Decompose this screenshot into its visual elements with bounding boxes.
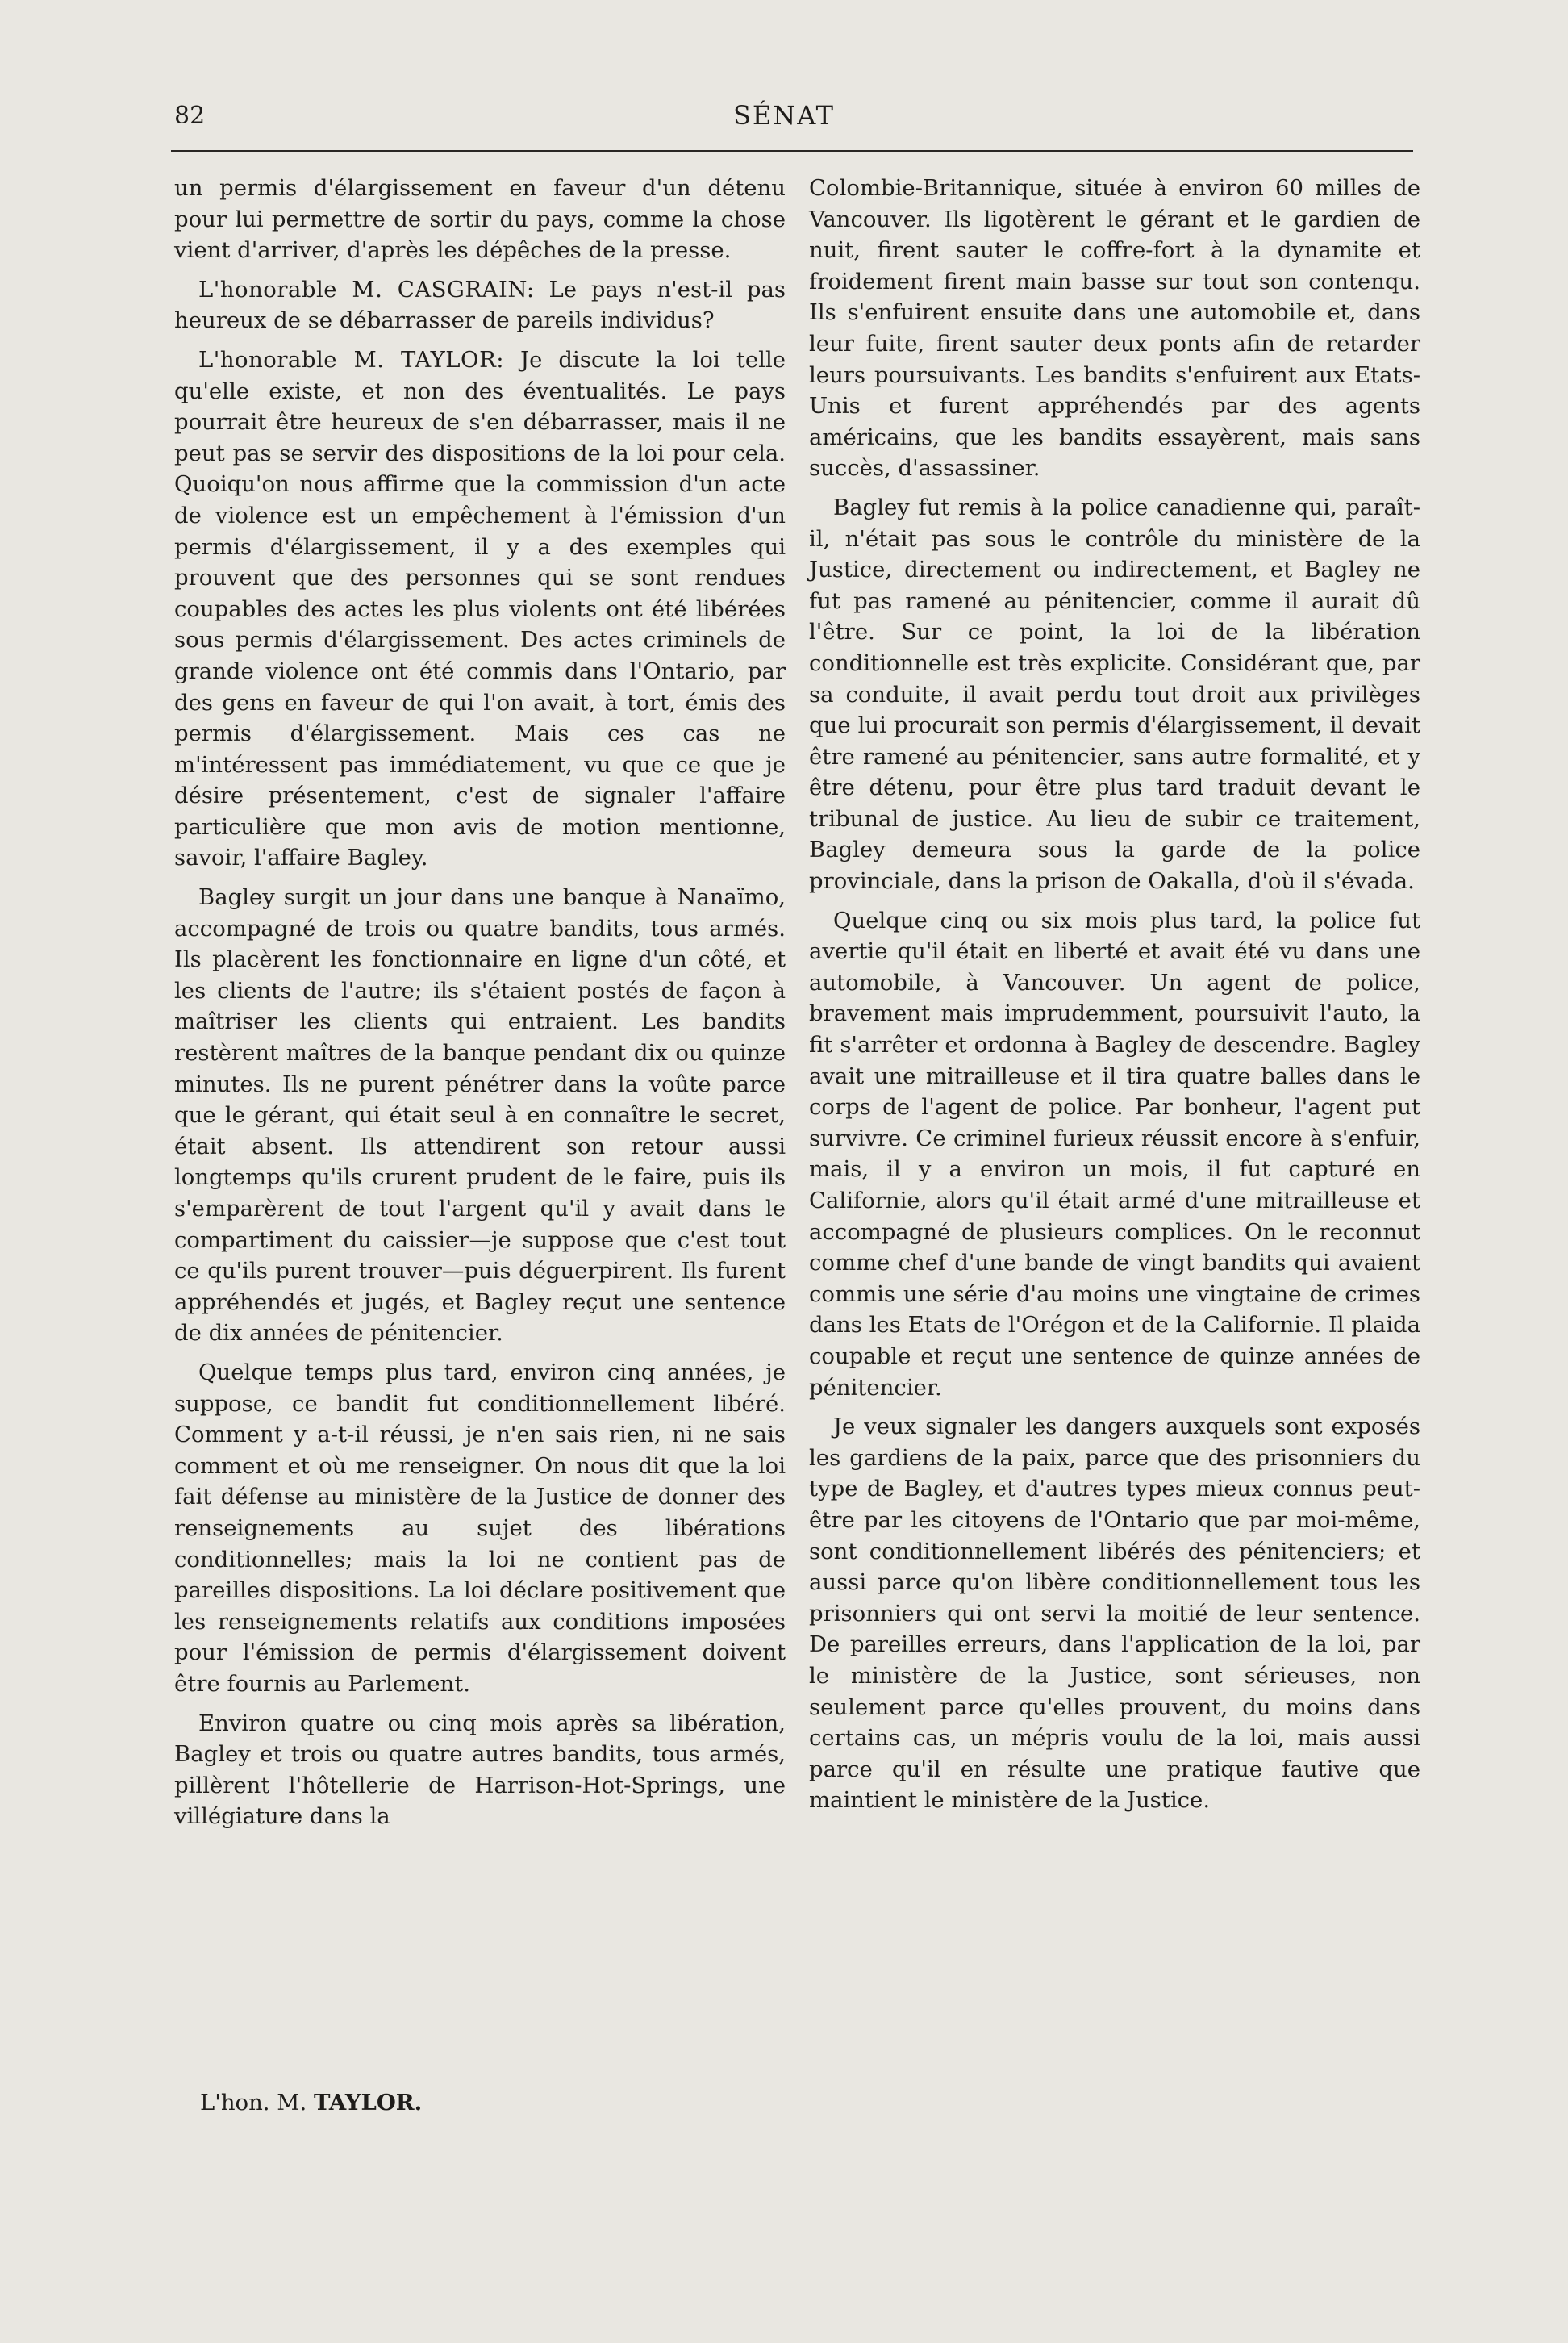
paragraph: [174, 274, 786, 336]
footer-speaker-note: [200, 2090, 422, 2115]
paragraph: Environ quatre ou cinq mois après sa libération, Bagley et trois ou quatre autres bandits, tous armés, pillèrent l'hôtellerie de Harrison-Hot-Springs, une villégiature dans la: [174, 1710, 786, 1830]
paragraph: un permis d'élargissement en faveur d'un détenu pour lui permettre de sortir du pays, comme la chose vient d'arriver, d'après les dépêches de la presse.: [174, 175, 786, 264]
page-number: 82: [174, 102, 206, 130]
footer-name: TAYLOR.: [313, 2090, 423, 2115]
speech-text: Je discute la loi telle qu'elle existe, et non des éventualités. Le pays pourrait être heureux de s'en débarrasser, mais il ne peut pas se servir des dispositions de la loi pour cela. Quoiqu'on nous affirme que la commission d'un acte de violence est un empêchement à l'émission d'un permis d'élargissement, il y a des exemples qui prouvent que des personnes qui se sont rendues coupables des actes les plus violents ont été libérées sous permis d'élargissement. Des actes criminels de grande violence ont été commis dans l'Ontario, par des gens en faveur de qui l'on avait, à tort, émis des permis d'élargissement. Mais ces cas ne m'intéressent pas immédiatement, vu que ce que je désire présentement, c'est de signaler l'affaire particulière que mon avis de motion mentionne, savoir, l'affaire Bagley.: [174, 346, 786, 871]
paragraph: Quelque cinq ou six mois plus tard, la police fut avertie qu'il était en liberté et avait été vu dans une automobile, à Vancouver. Un agent de police, bravement mais imprudemment, poursuivit l'auto, la fit s'arrêter et ordonna à Bagley de descendre. Bagley avait une mitrailleuse et il tira quatre balles dans le corps de l'agent de police. Par bonheur, l'agent put survivre. Ce criminel furieux réussit encore à s'enfuir, mais, il y a environ un mois, il fut capturé en Californie, alors qu'il était armé d'une mitrailleuse et accompagné de plusieurs complices. On le reconnut comme chef d'une bande de vingt bandits qui avaient commis une série d'au moins une vingtaine de crimes dans les Etats de l'Orégon et de la Californie. Il plaida coupable et reçut une sentence de quinze années de pénitencier.: [809, 907, 1420, 1401]
right-column: [809, 173, 1420, 1824]
paragraph: Quelque temps plus tard, environ cinq années, je suppose, ce bandit fut conditionnellement libéré. Comment y a-t-il réussi, je n'en sais rien, ni ne sais comment et où me renseigner. On nous dit que la loi fait défense au ministère de la Justice de donner des renseignements au sujet des libérations conditionnelles; mais la loi ne contient pas de pareilles dispositions. La loi déclare positivement que les renseignements relatifs aux conditions imposées pour l'émission de permis d'élargissement doivent être fournis au Parlement.: [174, 1359, 786, 1697]
paragraph: [174, 345, 786, 874]
paragraph: Colombie-Britannique, située à environ 60 milles de Vancouver. Ils ligotèrent le gérant et le gardien de nuit, firent sauter le coffre-fort à la dynamite et froidement firent main basse sur tout son contenqu. Ils s'enfuirent ensuite dans une automobile et, dans leur fuite, firent sauter deux ponts afin de retarder leurs poursuivants. Les bandits s'enfuirent aux Etats-Unis et furent appréhendés par des agents américains, que les bandits essayèrent, mais sans succès, d'assassiner.: [809, 175, 1420, 482]
speaker-name: L'honorable M. CASGRAIN:: [198, 276, 535, 303]
footer-prefix: L'hon. M.: [200, 2090, 307, 2115]
left-column: [174, 173, 786, 1840]
header-rule: [171, 150, 1413, 152]
speaker-name: L'honorable M. TAYLOR:: [198, 346, 505, 373]
speech-text: Le pays n'est-il pas heureux de se débarrasser de pareils individus?: [174, 276, 786, 334]
paragraph: Bagley fut remis à la police canadienne qui, paraît-il, n'était pas sous le contrôle du ministère de la Justice, directement ou indirectement, et Bagley ne fut pas ramené au pénitencier, comme il aurait dû l'être. Sur ce point, la loi de la libération conditionnelle est très explicite. Considérant que, par sa conduite, il avait perdu tout droit aux privilèges que lui procurait son permis d'élargissement, il devait être ramené au pénitencier, sans autre formalité, et y être détenu, pour être plus tard traduit devant le tribunal de justice. Au lieu de subir ce traitement, Bagley demeura sous la garde de la police provinciale, dans la prison de Oakalla, d'où il s'évada.: [809, 494, 1420, 895]
running-head: SÉNAT: [733, 100, 835, 131]
paragraph: Je veux signaler les dangers auxquels sont exposés les gardiens de la paix, parce que des prisonniers du type de Bagley, et d'autres types mieux connus peut-être par les citoyens de l'Ontario que par moi-même, sont conditionnellement libérés des pénitenciers; et aussi parce qu'on libère conditionnellement tous les prisonniers qui ont servi la moitié de leur sentence. De pareilles erreurs, dans l'application de la loi, par le ministère de la Justice, sont sérieuses, non seulement parce qu'elles prouvent, du moins dans certains cas, un mépris voulu de la loi, mais aussi parce qu'il en résulte une pratique fautive que maintient le ministère de la Justice.: [809, 1414, 1420, 1814]
paragraph: Bagley surgit un jour dans une banque à Nanaïmo, accompagné de trois ou quatre bandits, tous armés. Ils placèrent les fonctionnaire en ligne d'un côté, et les clients de l'autre; ils s'étaient postés de façon à maîtriser les clients qui entraient. Les bandits restèrent maîtres de la banque pendant dix ou quinze minutes. Ils ne purent pénétrer dans la voûte parce que le gérant, qui était seul à en connaître le secret, était absent. Ils attendirent son retour aussi longtemps qu'ils crurent prudent de le faire, puis ils s'emparèrent de tout l'argent qu'il y avait dans le compartiment du caissier—je suppose que c'est tout ce qu'ils purent trouver—puis déguerpirent. Ils furent appréhendés et jugés, et Bagley reçut une sentence de dix années de pénitencier.: [174, 884, 786, 1347]
